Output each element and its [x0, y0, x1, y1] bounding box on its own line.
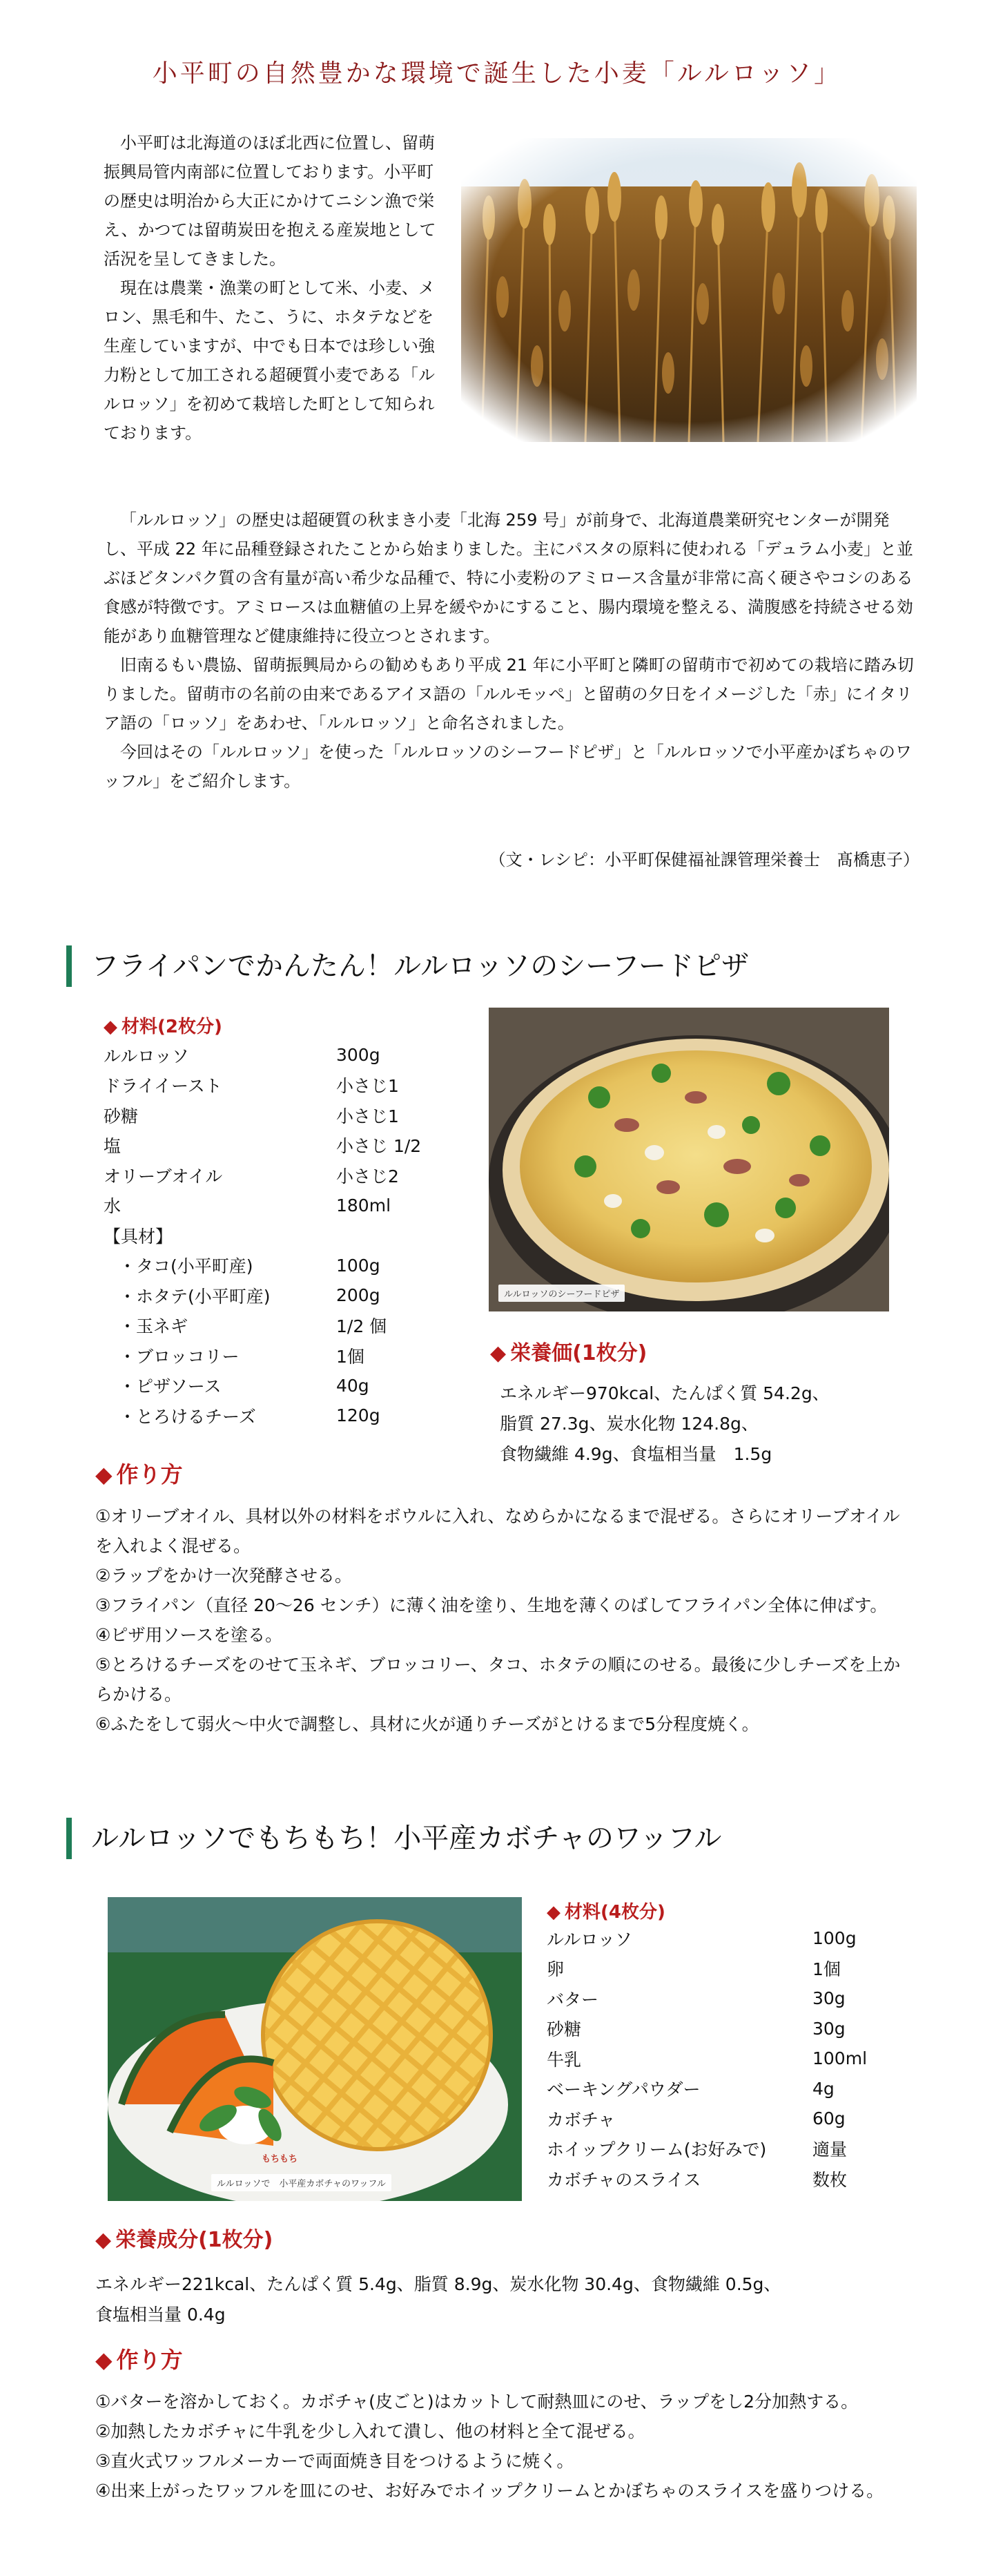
- ingredient-row: ホイップクリーム(お好みで) 適量: [547, 2140, 848, 2160]
- waffle-section-title: ルルロッソでもちもち！小平産カボチャのワッフル: [66, 1818, 721, 1859]
- pizza-photo-caption: ルルロッソのシーフードピザ: [498, 1285, 625, 1302]
- ingredient-row: ルルロッソ 300g: [104, 1045, 380, 1066]
- wheat-field-photo: [461, 138, 917, 442]
- ingredient-row: 砂糖 小さじ1: [104, 1106, 399, 1126]
- waffle-photo: [108, 1897, 522, 2201]
- intro-text-lower: [104, 506, 918, 796]
- ingredient-row: 塩 小さじ 1/2: [104, 1136, 422, 1157]
- ingredient-row: ベーキングパウダー 4g: [547, 2078, 835, 2100]
- pizza-nutrition-heading: ◆ 栄養価(1枚分): [490, 1341, 647, 1365]
- diamond-icon: ◆: [95, 2228, 112, 2252]
- topping-row: ・ホタテ(小平町産) 200g: [119, 1285, 380, 1307]
- topping-row: ・ピザソース 40g: [119, 1375, 369, 1397]
- topping-row: ・ブロッコリー 1個: [119, 1346, 364, 1367]
- ingredient-row: 卵 1個: [547, 1959, 841, 1980]
- waffle-ingredient-table: [547, 1923, 867, 2194]
- pizza-materials-heading: ◆ 材料(2枚分): [104, 1017, 222, 1037]
- step: ⑥ふたをして弱火～中火で調整し、具材に火が通りチーズがとけるまで5分程度焼く。: [95, 1714, 759, 1734]
- diamond-icon: ◆: [95, 2347, 113, 2373]
- ingredient-row: 砂糖 30g: [547, 2018, 846, 2040]
- diamond-icon: ◆: [104, 1017, 117, 1037]
- pizza-ingredient-table: [104, 1040, 421, 1431]
- topping-row: ・とろけるチーズ 120g: [119, 1405, 380, 1427]
- ingredient-row: 水 180ml: [104, 1195, 391, 1217]
- intro-paragraph-1: 小平町は北海道のほぼ北西に位置し、留萌振興局管内南部に位置しております。小平町の歴史は明治から大正にかけてニシン漁で栄え、かつては留萌炭田を抱える産炭地として活況を呈してきました。: [104, 133, 436, 269]
- toppings-heading-row: 【具材】: [104, 1226, 173, 1247]
- step: ①オリーブオイル、具材以外の材料をボウルに入れ、なめらかになるまで混ぜる。さらにオリーブオイルを入れよく混ぜる。: [95, 1506, 900, 1556]
- ingredient-row: カボチャ 60g: [547, 2108, 846, 2130]
- intro-paragraph-5: 今回はその「ルルロッソ」を使った「ルルロッソのシーフードピザ」と「ルルロッソで小平産かぼちゃのワッフル」をご紹介します。: [104, 742, 912, 791]
- step: ①バターを溶かしておく。カボチャ(皮ごと)はカットして耐熱皿にのせ、ラップをし2分加熱する。: [95, 2392, 859, 2412]
- waffle-photo-caption: ルルロッソで 小平産カボチャのワッフル: [211, 2174, 391, 2191]
- ingredient-row: ルルロッソ 100g: [547, 1928, 857, 1950]
- intro-paragraph-3: 「ルルロッソ」の歴史は超硬質の秋まき小麦「北海 259 号」が前身で、北海道農業研究センターが開発し、平成 22 年に品種登録されたことから始まりました。主にパスタの原料に使われる「デュラム小麦」と並ぶほどタンパク質の含有量が高い希少な品種で、特に小麦粉のアミロース含量が非常に高く硬さやコシのある食感が特徴です。アミロースは血糖値の上昇を緩やかにすること、腸内環境を整える、満腹感を持続させる効能があり血糖管理など健康維持に役立つとされます。: [104, 510, 913, 646]
- waffle-photo-caption-top: もちもち: [262, 2154, 298, 2164]
- ingredient-row: バター 30g: [547, 1988, 846, 2010]
- pizza-steps: [95, 1501, 904, 1739]
- step: ④ピザ用ソースを塗る。: [95, 1625, 283, 1645]
- diamond-icon: ◆: [547, 1902, 561, 1923]
- ingredient-row: オリーブオイル 小さじ2: [104, 1166, 399, 1186]
- ingredient-row: 牛乳 100ml: [547, 2048, 868, 2070]
- step: ②ラップをかけ一次発酵させる。: [95, 1566, 352, 1586]
- pizza-section-title: フライパンでかんたん！ルルロッソのシーフードピザ: [66, 945, 749, 987]
- step: ③フライパン（直径 20～26 センチ）に薄く油を塗り、生地を薄くのばしてフライパン全体に伸ばす。: [95, 1595, 888, 1615]
- intro-paragraph-2: 現在は農業・漁業の町として米、小麦、メロン、黒毛和牛、たこ、うに、ホタテなどを生産していますが、中でも日本では珍しい強力粉として加工される超硬質小麦である「ルルロッソ」を初めて栽培した町として知られております。: [104, 278, 435, 443]
- step: ②加熱したカボチャに牛乳を少し入れて潰し、他の材料と全て混ぜる。: [95, 2421, 645, 2441]
- pizza-method-heading: ◆ 作り方: [95, 1461, 183, 1488]
- intro-paragraph-4: 旧南るもい農協、留萌振興局からの勧めもあり平成 21 年に小平町と隣町の留萌市で初めての栽培に踏み切りました。留萌市の名前の由来であるアイヌ語の「ルルモッペ」と留萌の夕日をイメージした「赤」にイタリア語の「ロッソ」をあわせ、「ルルロッソ」と命名されました。: [104, 655, 914, 733]
- diamond-icon: ◆: [490, 1341, 507, 1365]
- pizza-nutrition: エネルギー970kcal、たんぱく質 54.2g、 脂質 27.3g、炭水化物 124.8g、 食物繊維 4.9g、食塩相当量 1.5g: [500, 1383, 830, 1464]
- step: ③直火式ワッフルメーカーで両面焼き目をつけるように焼く。: [95, 2451, 574, 2471]
- waffle-materials-heading: ◆ 材料(4枚分): [547, 1902, 665, 1923]
- pizza-ingredients: [104, 1040, 421, 1431]
- waffle-nutrition-heading: ◆ 栄養成分(1枚分): [95, 2228, 273, 2252]
- waffle-steps: [95, 2387, 904, 2506]
- pizza-photo: [489, 1008, 889, 1311]
- intro-text-upper: [104, 128, 442, 448]
- diamond-icon: ◆: [95, 1461, 113, 1488]
- topping-row: ・タコ(小平町産) 100g: [119, 1255, 380, 1277]
- ingredient-row: ドライイースト 小さじ1: [104, 1076, 399, 1097]
- waffle-ingredients: [547, 1923, 867, 2194]
- article-credit: （文・レシピ：小平町保健福祉課管理栄養士 髙橋恵子）: [489, 850, 919, 869]
- ingredient-row: カボチャのスライス 数枚: [547, 2169, 848, 2190]
- step: ④出来上がったワッフルを皿にのせ、お好みでホイップクリームとかぼちゃのスライスを盛りつける。: [95, 2481, 884, 2501]
- waffle-method-heading: ◆ 作り方: [95, 2347, 183, 2373]
- waffle-nutrition: エネルギー221kcal、たんぱく質 5.4g、脂質 8.9g、炭水化物 30.4g、食物繊維 0.5g、 食塩相当量 0.4g: [95, 2274, 781, 2325]
- step: ⑤とろけるチーズをのせて玉ネギ、ブロッコリー、タコ、ホタテの順にのせる。最後に少しチーズを上からかける。: [95, 1655, 901, 1704]
- page-title: 小平町の自然豊かな環境で誕生した小麦「ルルロッソ」: [152, 59, 842, 88]
- topping-row: ・玉ネギ 1/2 個: [119, 1316, 387, 1337]
